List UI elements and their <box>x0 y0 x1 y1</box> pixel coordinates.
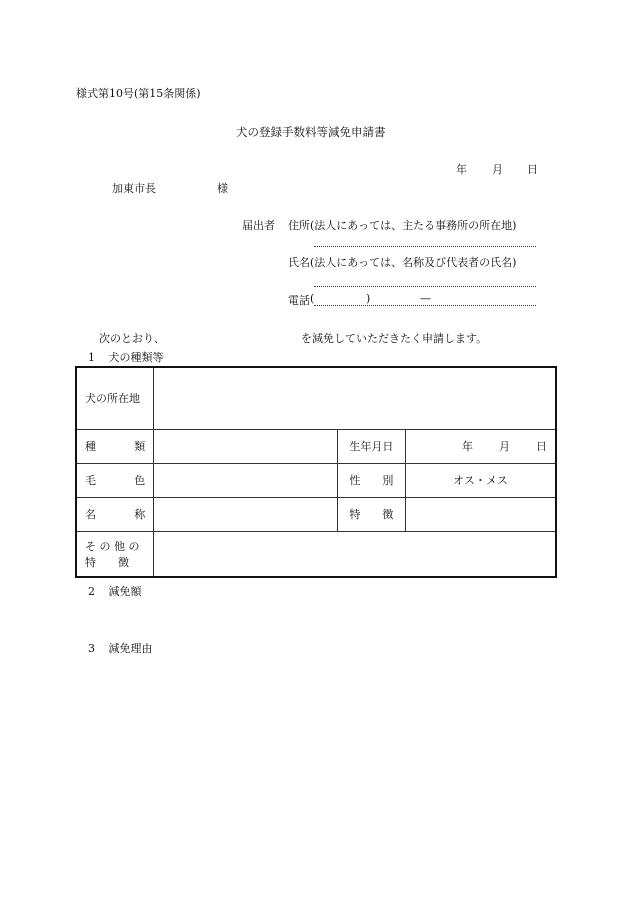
date-year-label: 年 <box>456 163 467 176</box>
date-month-label: 月 <box>492 163 503 176</box>
table-row <box>76 497 556 531</box>
breed-label: 種 類 <box>76 429 154 463</box>
features-field[interactable] <box>405 497 556 531</box>
birth-month-label: 月 <box>499 440 510 453</box>
address-label: 住所(法人にあっては、主たる事務所の所在地) <box>288 219 517 232</box>
table-row <box>76 531 556 577</box>
section-2-title: 減免額 <box>108 585 142 598</box>
addressee-honorific: 様 <box>217 182 228 195</box>
phone-close-paren: ) <box>366 292 371 305</box>
dog-name-field[interactable] <box>154 497 338 531</box>
address-field[interactable] <box>314 246 536 247</box>
dog-info-table <box>75 366 557 578</box>
phone-open-paren: ( <box>310 292 315 305</box>
section-3-number: 3 <box>88 642 95 655</box>
section-3-heading <box>88 640 153 656</box>
birth-field[interactable] <box>405 429 556 463</box>
color-field[interactable] <box>154 463 338 497</box>
other-features-line1: そ の 他 の <box>85 539 140 553</box>
other-features-label <box>76 531 154 577</box>
applicant-label: 届出者 <box>242 219 275 232</box>
color-label: 毛 色 <box>76 463 154 497</box>
sex-value[interactable]: オス・メス <box>405 463 556 497</box>
form-number: 様式第10号(第15条関係) <box>76 87 201 100</box>
intro-suffix: を減免していただきたく申請します。 <box>301 332 488 345</box>
section-3-title: 減免理由 <box>108 642 153 655</box>
dog-name-label: 名 称 <box>76 497 154 531</box>
phone-field[interactable] <box>314 305 536 306</box>
features-label: 特 徴 <box>337 497 405 531</box>
birth-label: 生年月日 <box>337 429 405 463</box>
phone-label: 電話 <box>288 294 310 307</box>
date-day-label: 日 <box>527 163 538 176</box>
addressee-name: 加東市長 <box>112 182 156 195</box>
sex-label: 性 別 <box>337 463 405 497</box>
birth-day-label: 日 <box>536 440 547 453</box>
breed-field[interactable] <box>154 429 338 463</box>
table-row <box>76 367 556 429</box>
intro-prefix: 次のとおり、 <box>99 332 165 345</box>
page-title: 犬の登録手数料等減免申請書 <box>236 125 386 139</box>
birth-year-label: 年 <box>462 440 473 453</box>
other-features-line2: 特 徴 <box>85 555 129 569</box>
name-field[interactable] <box>314 286 536 287</box>
table-row <box>76 429 556 463</box>
location-field[interactable] <box>154 367 556 429</box>
name-label: 氏名(法人にあっては、名称及び代表者の氏名) <box>288 256 517 269</box>
section-1-heading <box>88 349 164 365</box>
section-2-heading <box>88 583 142 599</box>
phone-dash: — <box>420 292 431 305</box>
other-features-field[interactable] <box>154 531 556 577</box>
section-2-number: 2 <box>88 585 95 598</box>
section-1-number: 1 <box>88 351 95 364</box>
section-1-title: 犬の種類等 <box>108 351 164 364</box>
location-label: 犬の所在地 <box>76 367 154 429</box>
table-row <box>76 463 556 497</box>
